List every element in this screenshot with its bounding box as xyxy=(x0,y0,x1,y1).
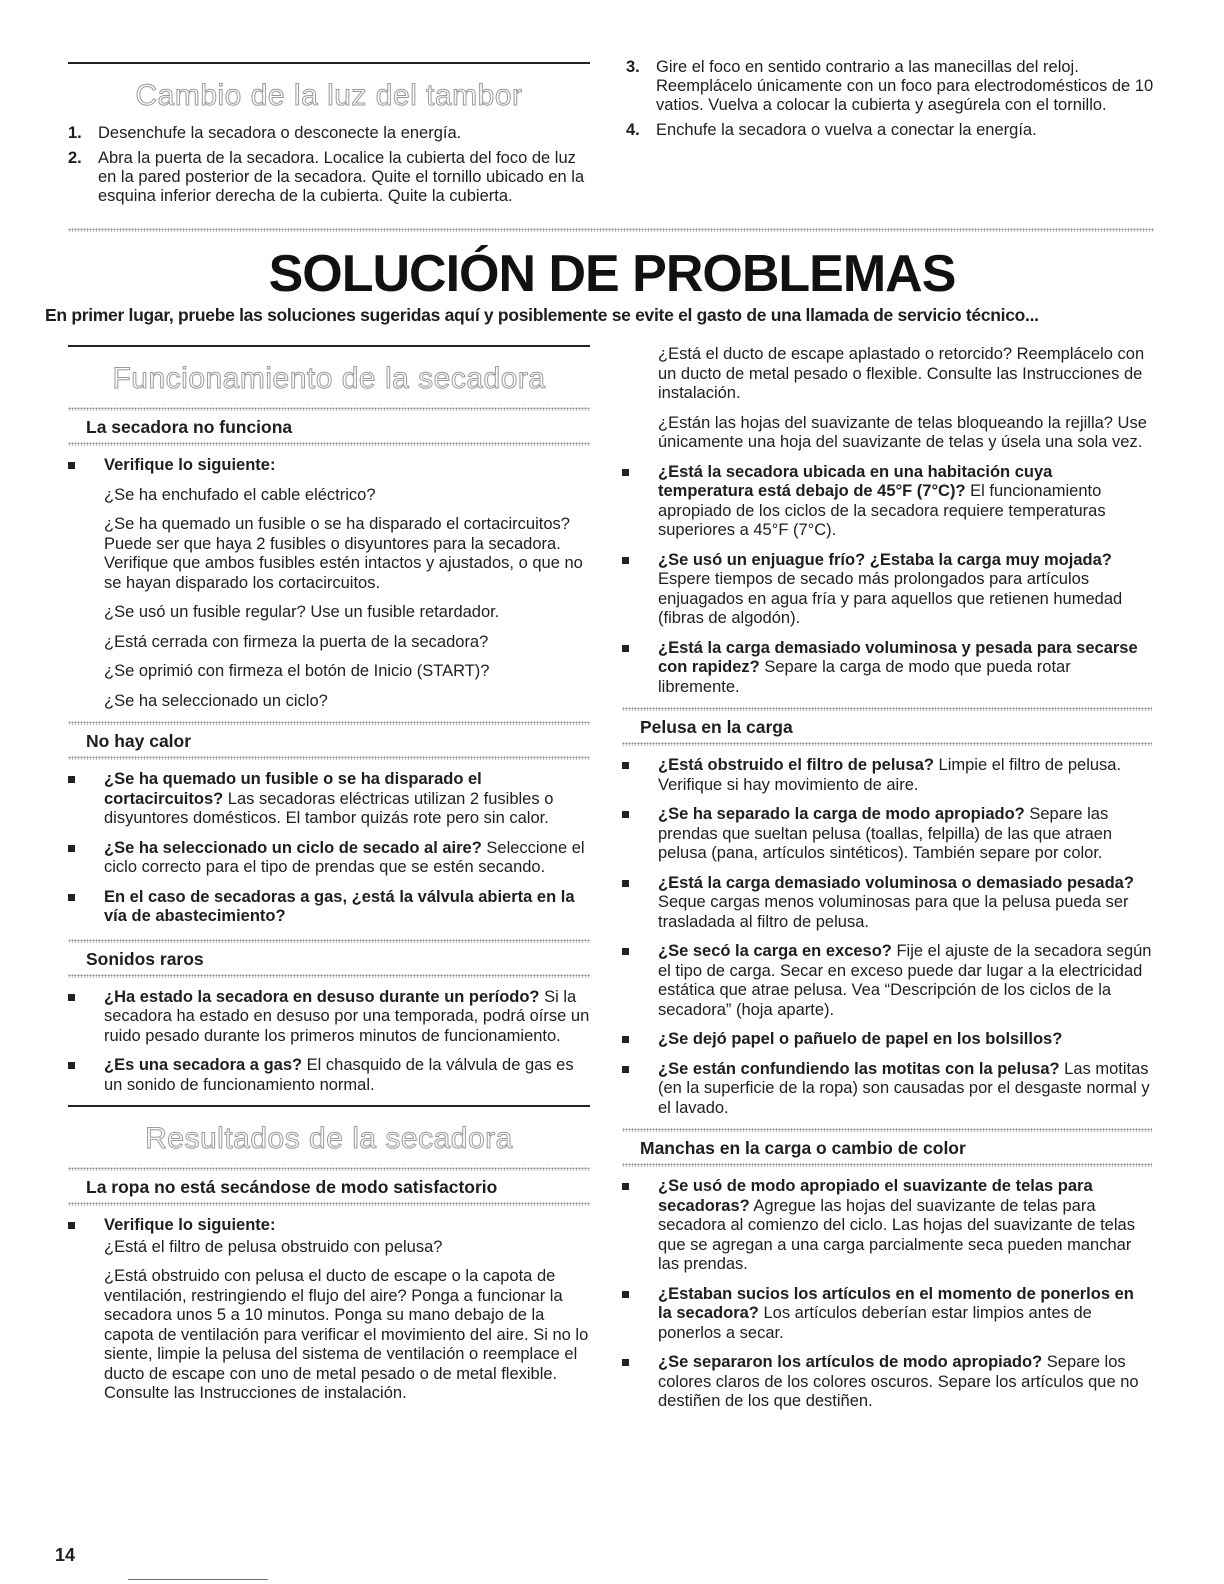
bullet-icon xyxy=(622,811,629,818)
list-item: ¿Estaban sucios los artículos en el momento de ponerlos en la secadora? Los artículos deberían estar limpios antes de ponerlos a secar. xyxy=(622,1285,1152,1344)
list-item: ¿Se ha quemado un fusible o se ha disparado el cortacircuitos? Las secadoras eléctricas utilizan 2 fusibles o disyuntores domésticos. El tambor quizás rote pero sin calor. xyxy=(68,770,590,829)
dotted-divider xyxy=(622,1128,1152,1132)
question: ¿Se oprimió con firmeza el botón de Inicio (START)? xyxy=(104,662,490,680)
left-column xyxy=(68,345,590,1414)
list-item: ¿Está la carga demasiado voluminosa o demasiado pesada? Seque cargas menos voluminosas para que la pelusa pueda ser trasladada al filtro de pelusa. xyxy=(622,874,1152,933)
dotted-divider xyxy=(68,1202,590,1206)
question: ¿Está obstruido con pelusa el ducto de escape o la capota de ventilación, restringiendo el flujo del aire? Ponga a funcionar la secadora unos 5 a 10 minutos. Ponga su mano debajo de la capota de ventilación para verificar el movimiento del aire. Si no lo siente, limpie la pelusa del sistema de ventilación o reemplace el ducto de escape con uno de metal pesado o de metal flexible. Consulte las Instrucciones de instalación. xyxy=(104,1267,589,1402)
question: ¿Se ha seleccionado un ciclo? xyxy=(104,691,328,710)
bullet-icon xyxy=(622,645,629,652)
dotted-divider xyxy=(68,721,590,725)
bullet-icon xyxy=(622,880,629,887)
list-item: ¿Se ha separado la carga de modo apropiado? Separe las prendas que sueltan pelusa (toallas, felpilla) de las que atraen pelusa (pana, artículos sintéticos). También separe por color. xyxy=(622,805,1152,864)
bullet-icon xyxy=(68,994,75,1001)
list-item: ¿Se secó la carga en exceso? Fije el ajuste de la secadora según el tipo de carga. Secar en exceso puede dar lugar a la electricidad estática que atrae pelusa. Vea “Descripción de los ciclos de la secadora” (hoja aparte). xyxy=(622,942,1152,1020)
list-item: ¿Está la carga demasiado voluminosa y pesada para secarse con rapidez? Separe la carga de modo que pueda rotar libremente. xyxy=(622,639,1152,698)
intro-text: En primer lugar, pruebe las soluciones sugeridas aquí y posiblemente se evite el gasto de una llamada de servicio técnico... xyxy=(45,305,1039,325)
dotted-divider xyxy=(622,742,1152,746)
section-rule xyxy=(68,345,590,347)
question: ¿Está el ducto de escape aplastado o retorcido? Reemplácelo con un ducto de metal pesado o flexible. Consulte las Instrucciones de instalación. xyxy=(658,345,1145,402)
no-heat-heading: No hay calor xyxy=(86,731,192,751)
list-item: ¿Ha estado la secadora en desuso durante un período? Si la secadora ha estado en desuso por una temporada, podrá oírse un ruido pesado durante los primeros minutos de funcionamiento. xyxy=(68,988,590,1047)
question: ¿Se usó un fusible regular? Use un fusible retardador. xyxy=(104,603,500,621)
dotted-divider xyxy=(68,1167,590,1171)
list-item: En el caso de secadoras a gas, ¿está la válvula abierta en la vía de abastecimiento? xyxy=(68,888,590,927)
list-item: ¿Se ha seleccionado un ciclo de secado al aire? Seleccione el ciclo correcto para el tipo de prendas que se estén secando. xyxy=(68,839,590,878)
dotted-divider xyxy=(622,707,1152,711)
bullet-icon xyxy=(622,1066,629,1073)
question: ¿Está el filtro de pelusa obstruido con pelusa? xyxy=(104,1237,443,1256)
not-drying-heading: La ropa no está secándose de modo satisfactorio xyxy=(86,1177,498,1197)
drum-light-steps-continued xyxy=(626,58,1156,146)
dotted-divider xyxy=(68,939,590,943)
dotted-divider xyxy=(68,228,1154,232)
bullet-icon xyxy=(622,948,629,955)
footer-line xyxy=(128,1579,268,1580)
dotted-divider xyxy=(68,442,590,446)
list-item: ¿Está la secadora ubicada en una habitación cuya temperatura está debajo de 45°F (7°C)? El funcionamiento apropiado de los ciclos de la secadora requiere temperaturas superiores a 45°F (7°C). xyxy=(622,463,1152,541)
step-item: 3. Gire el foco en sentido contrario a las manecillas del reloj. Reemplácelo únicamente con un foco para electrodomésticos de 10 vatios. Vuelva a colocar la cubierta y asegúrela con el tornillo. xyxy=(626,58,1154,114)
dotted-divider xyxy=(622,1163,1152,1167)
question: ¿Se ha enchufado el cable eléctrico? xyxy=(104,485,376,504)
list-item: ¿Se dejó papel o pañuelo de papel en los bolsillos? xyxy=(622,1030,1152,1050)
drum-light-section xyxy=(68,62,590,212)
section-rule xyxy=(68,62,590,64)
results-title: Resultados de la secadora xyxy=(145,1122,513,1155)
drum-light-steps xyxy=(68,124,590,206)
bullet-icon xyxy=(68,1222,75,1229)
step-item: 2. Abra la puerta de la secadora. Localice la cubierta del foco de luz en la pared posterior de la secadora. Quite el tornillo ubicado en la esquina inferior derecha de la cubierta. Quite la cubierta. xyxy=(68,149,585,205)
bullet-icon xyxy=(622,469,629,476)
list-item: ¿Se están confundiendo las motitas con la pelusa? Las motitas (en la superficie de la ropa) son causadas por el desgaste normal y el lavado. xyxy=(622,1060,1152,1119)
list-item: ¿Se separaron los artículos de modo apropiado? Separe los colores claros de los colores oscuros. Separe los artículos que no destiñen de los que destiñen. xyxy=(622,1353,1152,1412)
bullet-icon xyxy=(68,776,75,783)
drum-light-steps-2 xyxy=(626,58,1156,140)
bullet-icon xyxy=(622,1291,629,1298)
drum-light-title: Cambio de la luz del tambor xyxy=(135,79,523,112)
step-item: 4. Enchufe la secadora o vuelva a conectar la energía. xyxy=(626,121,1037,139)
bullet-icon xyxy=(622,762,629,769)
list-item: ¿Se usó un enjuague frío? ¿Estaba la carga muy mojada? Espere tiempos de secado más prolongados para artículos enjuagados en agua fría y para aquellos que retienen humedad (fibras de algodón). xyxy=(622,551,1152,629)
dotted-divider xyxy=(68,407,590,411)
list-item: ¿Se usó de modo apropiado el suavizante de telas para secadoras? Agregue las hojas del suavizante de telas para secadora al comienzo del ciclo. Las hojas del suavizante de telas que se agregan a una carga parcialmente seca pueden manchar las prendas. xyxy=(622,1177,1152,1275)
bullet-icon xyxy=(622,557,629,564)
bullet-icon xyxy=(68,894,75,901)
list-item: Verifique lo siguiente: xyxy=(68,456,590,476)
no-run-heading: La secadora no funciona xyxy=(86,417,293,437)
noises-heading: Sonidos raros xyxy=(86,948,204,969)
section-rule xyxy=(68,1105,590,1107)
dotted-divider xyxy=(68,974,590,978)
page-number: 14 xyxy=(55,1545,76,1565)
stains-heading: Manchas en la carga o cambio de color xyxy=(640,1138,966,1158)
bullet-icon xyxy=(622,1359,629,1366)
question: ¿Está cerrada con firmeza la puerta de la secadora? xyxy=(104,632,489,651)
list-item: ¿Es una secadora a gas? El chasquido de la válvula de gas es un sonido de funcionamiento normal. xyxy=(68,1056,590,1095)
right-column xyxy=(622,345,1152,1422)
question: ¿Se ha quemado un fusible o se ha disparado el cortacircuitos? Puede ser que haya 2 fusibles o disyuntores para la secadora. Verifique que ambos fusibles estén intactos y ajustados, o que no se hayan disparado los cortacircuitos. xyxy=(104,515,583,592)
bullet-icon xyxy=(68,462,75,469)
lint-heading: Pelusa en la carga xyxy=(640,717,793,737)
list-item: Verifique lo siguiente: xyxy=(68,1216,590,1236)
page-title: SOLUCIÓN DE PROBLEMAS xyxy=(268,245,956,303)
dotted-divider xyxy=(68,756,590,760)
bullet-icon xyxy=(622,1183,629,1190)
step-item: 1. Desenchufe la secadora o desconecte la energía. xyxy=(68,124,462,142)
bullet-icon xyxy=(622,1036,629,1043)
list-item: ¿Está obstruido el filtro de pelusa? Limpie el filtro de pelusa. Verifique si hay movimiento de aire. xyxy=(622,756,1152,795)
bullet-icon xyxy=(68,845,75,852)
operation-title: Funcionamiento de la secadora xyxy=(112,362,546,395)
question: ¿Están las hojas del suavizante de telas bloqueando la rejilla? Use únicamente una hoja del suavizante de telas y úsela una sola vez. xyxy=(658,413,1147,451)
bullet-icon xyxy=(68,1062,75,1069)
